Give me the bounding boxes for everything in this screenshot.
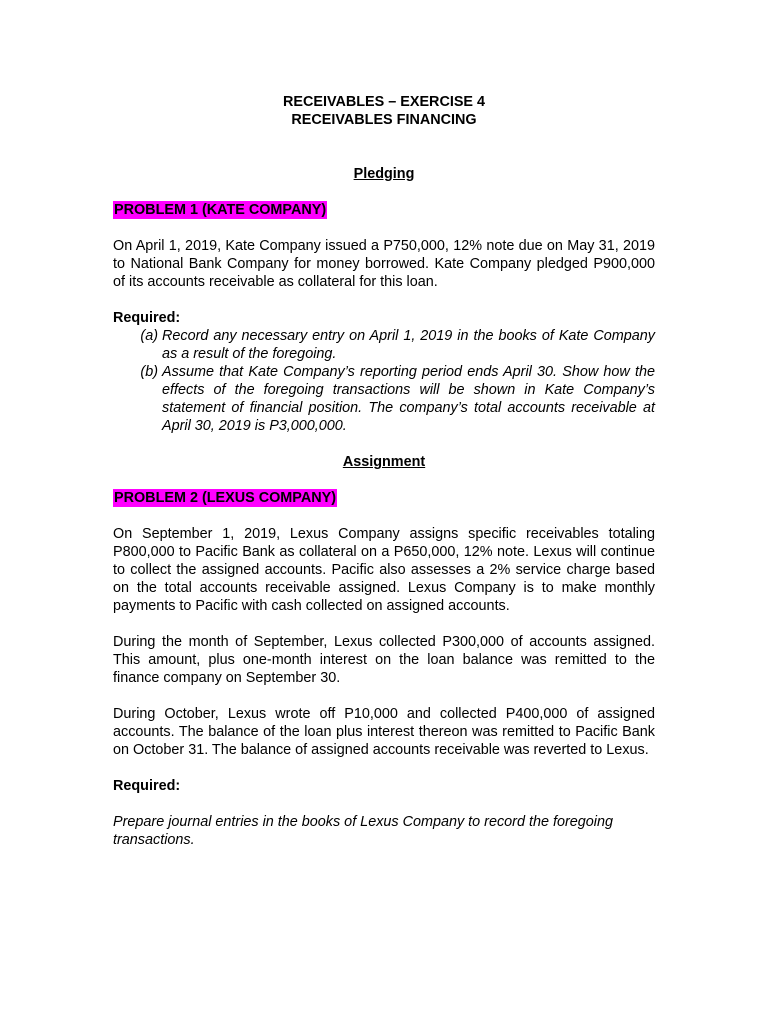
- problem-2-tag-row: [113, 489, 655, 507]
- problem-1-requirements: [113, 327, 655, 435]
- document-title: [113, 93, 655, 129]
- requirement-a-text: Record any necessary entry on April 1, 2019 in the books of Kate Company as a result of the foregoing.: [162, 328, 655, 362]
- requirement-a-marker: (a): [140, 328, 158, 344]
- requirement-b-text: Assume that Kate Company’s reporting period ends April 30. Show how the effects of the foregoing transactions will be shown in Kate Company’s statement of financial position. The company’s total accounts receivable at April 30, 2019 is P3,000,000.: [162, 364, 655, 434]
- section-heading-pledging: Pledging: [353, 166, 415, 182]
- problem-1-required-label: Required:: [113, 310, 181, 326]
- title-line-2: RECEIVABLES FINANCING: [291, 112, 477, 128]
- problem-1-body: On April 1, 2019, Kate Company issued a P750,000, 12% note due on May 31, 2019 to National Bank Company for money borrowed. Kate Company pledged P900,000 of its accounts receivable as collateral for this loan.: [113, 238, 655, 290]
- title-line-1: RECEIVABLES – EXERCISE 4: [282, 94, 486, 110]
- requirement-b-marker: (b): [140, 364, 158, 380]
- problem-2-tag: PROBLEM 2 (LEXUS COMPANY): [114, 490, 337, 506]
- requirement-b: [113, 363, 655, 435]
- problem-2-paragraph-1: On September 1, 2019, Lexus Company assigns specific receivables totaling P800,000 to Pacific Bank as collateral on a P650,000, 12% note. Lexus will continue to collect the assigned accounts. Pacific also assesses a 2% service charge based on the total accounts receivable assigned. Lexus Company is to make monthly payments to Pacific with cash collected on assigned accounts.: [113, 526, 655, 614]
- problem-2-instruction: Prepare journal entries in the books of Lexus Company to record the foregoing transactions.: [113, 814, 613, 848]
- problem-1-tag-row: [113, 201, 655, 219]
- document-content: [113, 93, 655, 849]
- problem-2-paragraph-3: During October, Lexus wrote off P10,000 and collected P400,000 of assigned accounts. The balance of the loan plus interest thereon was remitted to Pacific Bank on October 31. The balance of assigned accounts receivable was reverted to Lexus.: [113, 706, 655, 758]
- problem-1-tag: PROBLEM 1 (KATE COMPANY): [114, 202, 327, 218]
- section-heading-assignment: Assignment: [342, 454, 426, 470]
- requirement-a: [113, 327, 655, 363]
- problem-2-paragraph-2: During the month of September, Lexus collected P300,000 of accounts assigned. This amount, plus one-month interest on the loan balance was remitted to the finance company on September 30.: [113, 634, 655, 686]
- problem-2-required-label: Required:: [113, 778, 181, 794]
